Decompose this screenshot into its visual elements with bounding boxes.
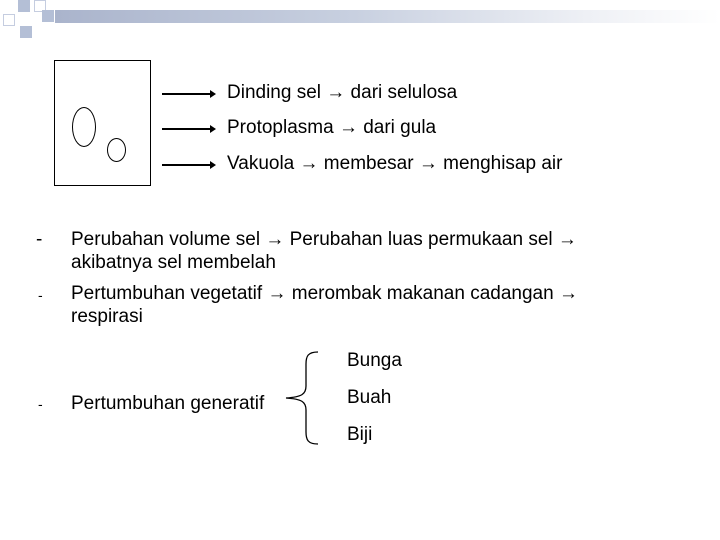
arrow-1 bbox=[162, 93, 214, 95]
bullet1-line2: akibatnya sel membelah bbox=[71, 252, 276, 273]
decor-square bbox=[18, 0, 30, 12]
bullet-marker: - bbox=[36, 229, 43, 250]
arrow-3 bbox=[162, 164, 214, 166]
bullet-marker: - bbox=[38, 396, 43, 412]
bullet3-text: Pertumbuhan generatif bbox=[71, 393, 265, 414]
branch-biji: Biji bbox=[347, 424, 373, 445]
bullet2-line1: Pertumbuhan vegetatif → merombak makanan cadangan → bbox=[71, 283, 578, 304]
decor-square bbox=[42, 10, 54, 22]
bullet2-line2: respirasi bbox=[71, 306, 143, 327]
arrow-label-vakuola: Vakuola → membesar → menghisap air bbox=[227, 153, 563, 174]
arrow-label-protoplasma: Protoplasma → dari gula bbox=[227, 117, 437, 138]
arrow-label-dinding: Dinding sel → dari selulosa bbox=[227, 82, 458, 103]
branch-bunga: Bunga bbox=[347, 350, 402, 371]
decor-square bbox=[3, 14, 15, 26]
vacuole-small-oval bbox=[107, 138, 126, 162]
branch-buah: Buah bbox=[347, 387, 392, 408]
decor-square bbox=[20, 26, 32, 38]
vacuole-large-oval bbox=[72, 107, 96, 147]
left-brace bbox=[284, 350, 324, 445]
bullet-marker: - bbox=[38, 287, 43, 303]
header-bar bbox=[55, 10, 720, 23]
cell-diagram bbox=[54, 60, 151, 186]
arrow-2 bbox=[162, 128, 214, 130]
bullet1-line1: Perubahan volume sel → Perubahan luas permukaan sel → bbox=[71, 229, 577, 250]
